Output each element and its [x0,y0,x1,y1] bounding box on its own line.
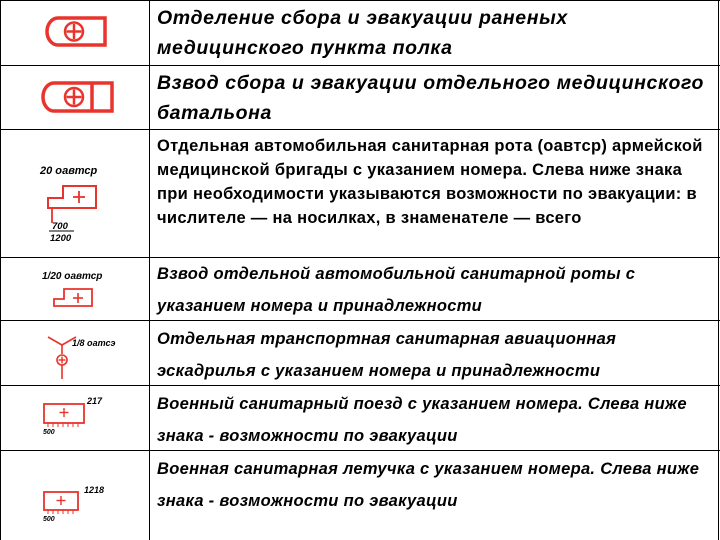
table-row [0,321,720,386]
symbol-label: 20 оавтср [40,165,98,177]
row-description: Отделение сбора и эвакуации раненых медицинского пункта полка [157,7,568,59]
row-divider [0,450,720,451]
row-description: Взвод сбора и эвакуации отдельного медицинского батальона [157,72,705,124]
row-divider [0,129,720,130]
table-border-top [0,0,720,1]
row-divider [0,385,720,386]
row-description: Военный санитарный поезд с указанием номера. Слева ниже знака - возможности по эвакуации [157,395,687,445]
symbol-cell [0,386,150,451]
symbol-number: 217 [87,396,103,406]
table-border-right [718,0,719,540]
sanitary-flyer-icon [0,451,150,540]
ambulance-platoon-icon [0,258,150,321]
ambulance-company-icon [0,130,150,258]
symbol-cell [0,130,150,258]
rounded-flag-cross-icon [0,0,150,66]
sanitary-train-icon [0,386,150,451]
symbol-cell [0,321,150,386]
table-border-left [0,0,1,540]
symbol-capacity: 500 [43,429,55,436]
symbol-label: 1/8 оатсэ [72,338,116,348]
symbol-capacity: 500 [43,516,55,523]
air-ambulance-squadron-icon [0,321,150,386]
symbol-cell [0,258,150,321]
table-row [0,0,720,66]
symbol-cell [0,451,150,540]
row-description: Военная санитарная летучка с указанием номера. Слева ниже знака - возможности по эвакуации [157,460,700,510]
table-row [0,66,720,130]
table-row [0,451,720,540]
row-description: Взвод отдельной автомобильной санитарной роты с указанием номера и принадлежности [157,265,636,315]
table-row [0,386,720,451]
symbol-number: 1218 [84,485,105,495]
table-row [0,258,720,321]
row-description: Отдельная автомобильная санитарная рота (оавтср) армейской медицинской бригады с указанием номера. Слева ниже знака при необходимости указываются возможности по эвакуации: в числителе — на носилках, в знаменателе — всего [157,137,703,227]
row-divider [0,257,720,258]
row-divider [0,320,720,321]
table-row [0,130,720,258]
symbol-label: 1/20 оавтср [42,271,103,282]
row-description: Отдельная транспортная санитарная авиационная эскадрилья с указанием номера и принадлежности [157,330,617,380]
row-divider [0,65,720,66]
symbol-denominator: 1200 [50,233,72,244]
symbol-numerator: 700 [52,221,68,232]
symbol-cell [0,66,150,130]
rounded-flag-cross-bar-icon [0,66,150,130]
symbol-cell [0,0,150,66]
